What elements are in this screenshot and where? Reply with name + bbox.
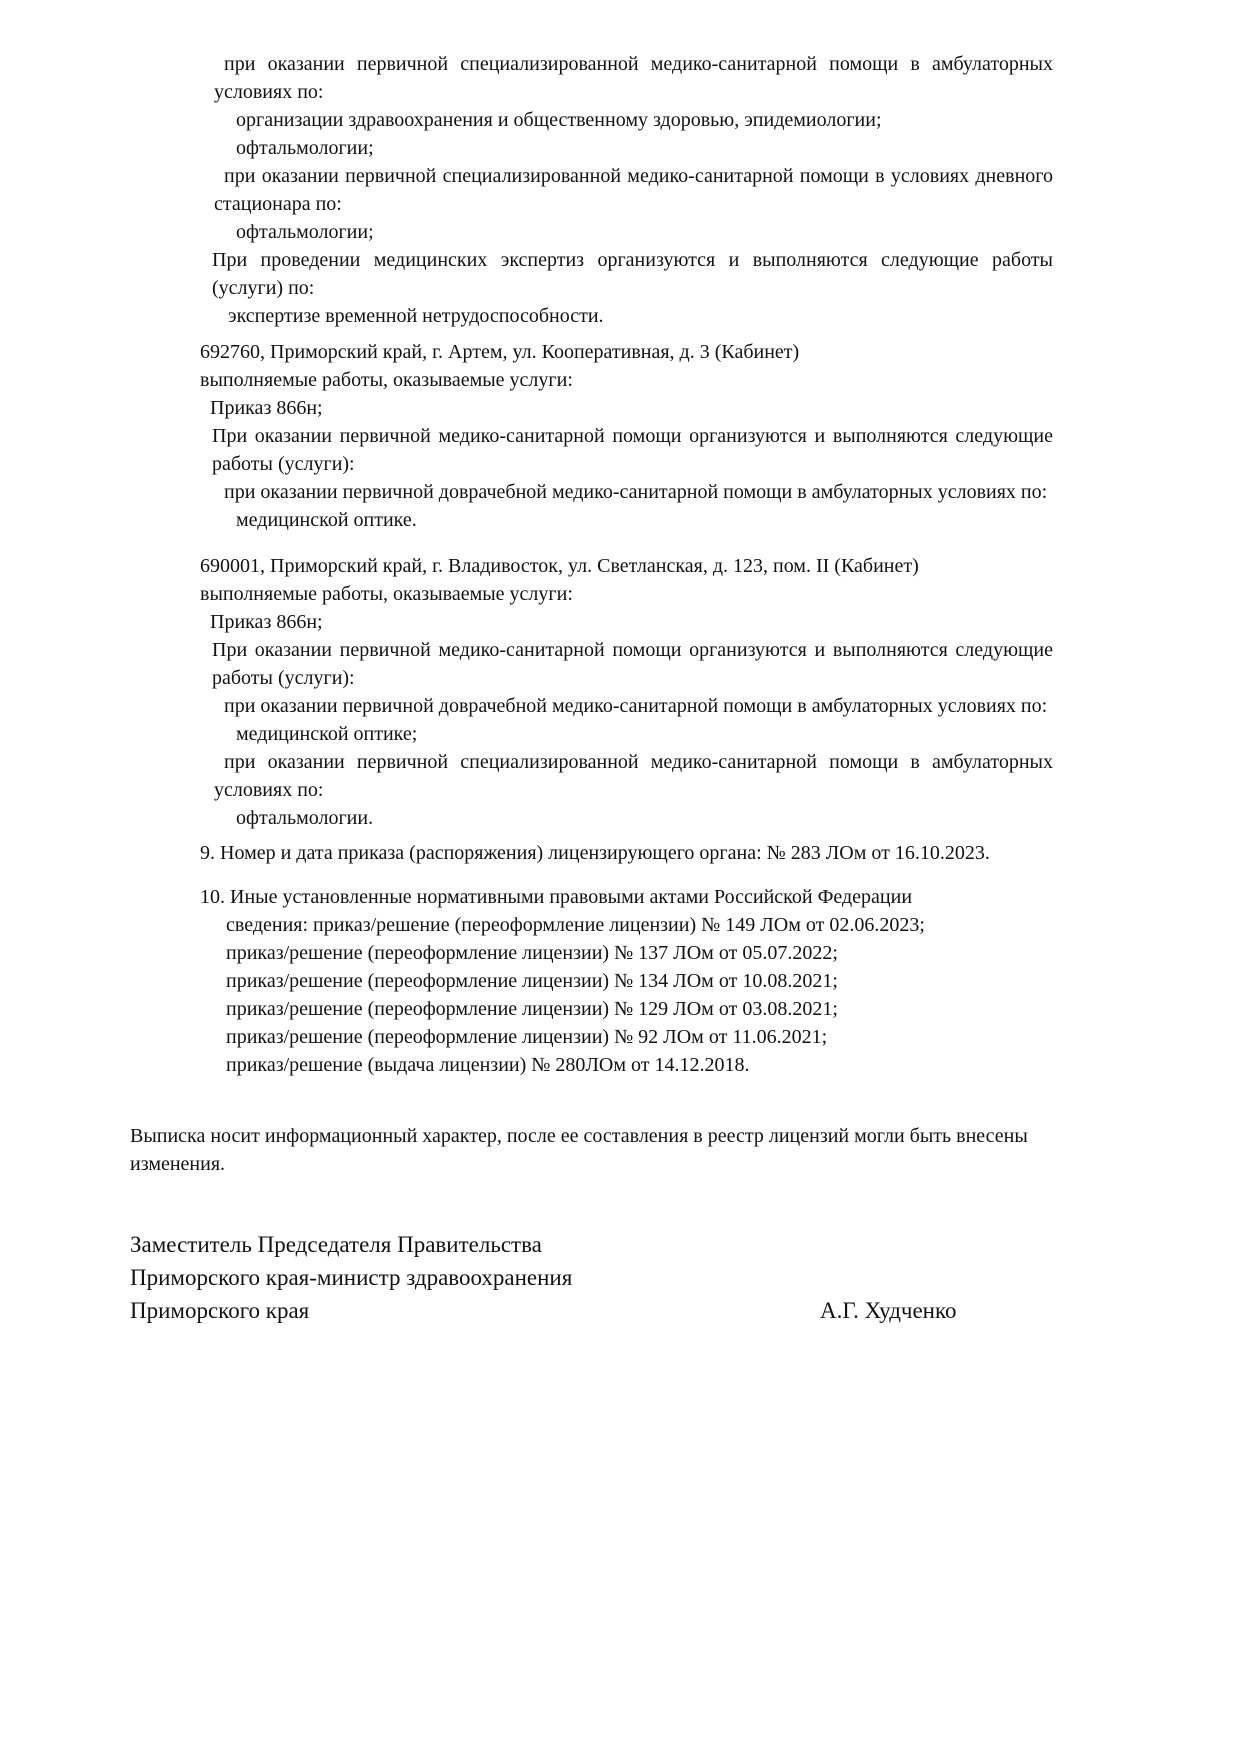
order-reference: Приказ 866н;: [210, 611, 323, 633]
other-info-item: приказ/решение (переоформление лицензии) № 129 ЛОм от 03.08.2021;: [226, 998, 838, 1020]
location-vladivostok-section: [130, 552, 1053, 832]
signature-title-line: Приморского края-министр здравоохранения: [130, 1265, 573, 1290]
address-line: 690001, Приморский край, г. Владивосток, ул. Светланская, д. 123, пом. II (Кабинет): [200, 555, 919, 577]
paragraph: при оказании первичной специализированной медико-санитарной помощи в условиях дневного стационара по:: [214, 165, 1053, 215]
works-label: выполняемые работы, оказываемые услуги:: [200, 583, 573, 605]
other-info-section: [130, 883, 1053, 1079]
paragraph: При оказании первичной медико-санитарной помощи организуются и выполняются следующие работы (услуги):: [212, 425, 1053, 475]
disclaimer-text: Выписка носит информационный характер, после ее составления в реестр лицензий могли быть внесены изменения.: [130, 1125, 1028, 1175]
works-label: выполняемые работы, оказываемые услуги:: [200, 369, 573, 391]
signature-title-line: Приморского края: [130, 1298, 310, 1323]
signature-title-line: Заместитель Председателя Правительства: [130, 1232, 542, 1257]
paragraph: при оказании первичной специализированной медико-санитарной помощи в амбулаторных условиях по:: [214, 53, 1053, 103]
other-info-item: приказ/решение (переоформление лицензии) № 134 ЛОм от 10.08.2021;: [226, 970, 838, 992]
license-works-preamble-section: [130, 50, 1053, 330]
paragraph: медицинской оптике;: [236, 723, 418, 745]
signature-row: [130, 1294, 1053, 1327]
other-info-item: сведения: приказ/решение (переоформление лицензии) № 149 ЛОм от 02.06.2023;: [226, 914, 925, 936]
paragraph: при оказании первичной доврачебной медико-санитарной помощи в амбулаторных условиях по:: [224, 695, 1048, 717]
order-reference: Приказ 866н;: [210, 397, 323, 419]
other-info-item: приказ/решение (переоформление лицензии) № 92 ЛОм от 11.06.2021;: [226, 1026, 828, 1048]
paragraph: при оказании первичной специализированной медико-санитарной помощи в амбулаторных условиях по:: [214, 751, 1053, 801]
paragraph: организации здравоохранения и общественному здоровью, эпидемиологии;: [236, 109, 882, 131]
other-info-item: приказ/решение (выдача лицензии) № 280ЛОм от 14.12.2018.: [226, 1054, 750, 1076]
paragraph: офтальмологии;: [236, 221, 374, 243]
signature-block: [130, 1228, 1053, 1327]
paragraph: медицинской оптике.: [236, 509, 417, 531]
other-info-item: 10. Иные установленные нормативными правовыми актами Российской Федерации: [200, 886, 913, 908]
location-artem-section: [130, 338, 1053, 534]
address-line: 692760, Приморский край, г. Артем, ул. Кооперативная, д. 3 (Кабинет): [200, 341, 800, 363]
paragraph: офтальмологии.: [236, 807, 374, 829]
paragraph: при оказании первичной доврачебной медико-санитарной помощи в амбулаторных условиях по:: [224, 481, 1048, 503]
paragraph: экспертизе временной нетрудоспособности.: [228, 305, 604, 327]
other-info-item: приказ/решение (переоформление лицензии) № 137 ЛОм от 05.07.2022;: [226, 942, 838, 964]
order-number-item: 9. Номер и дата приказа (распоряжения) лицензирующего органа: № 283 ЛОм от 16.10.2023.: [200, 842, 990, 864]
signatory-name: А.Г. Худченко: [820, 1298, 957, 1323]
paragraph: При проведении медицинских экспертиз организуются и выполняются следующие работы (услуги) по:: [212, 249, 1053, 299]
paragraph: При оказании первичной медико-санитарной помощи организуются и выполняются следующие работы (услуги):: [212, 639, 1053, 689]
paragraph: офтальмологии;: [236, 137, 374, 159]
